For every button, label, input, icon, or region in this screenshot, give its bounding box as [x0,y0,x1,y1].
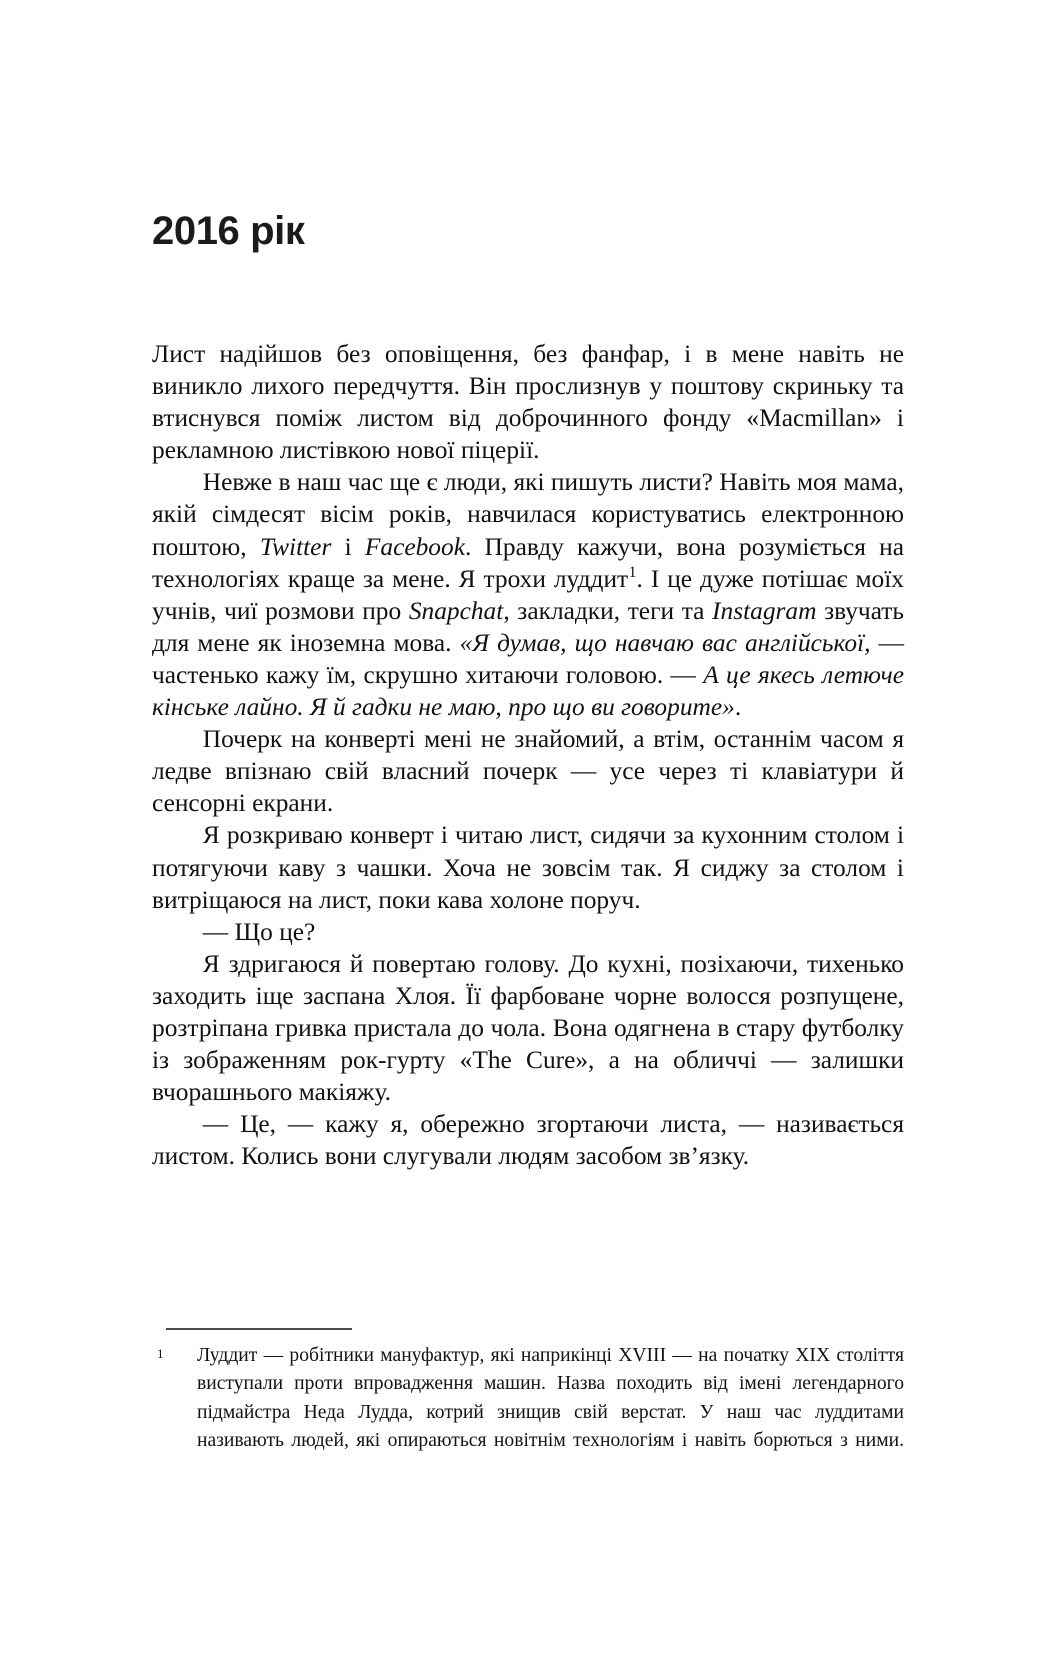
text-run: Я здригаюся й повертаю голову. До кухні, позіхаючи, тихенько заходить іще заспана Хлоя. Її фарбоване чорне волосся розпущене, розтріпана гривка пристала до чола. Вона одягнена в стару футболку із зображенням рок-гурту «The Cure», а на обличчі — залишки вчорашнього макіяжу. [152,949,904,1107]
text-run: — Це, — кажу я, обережно згортаючи листа, — називається листом. Колись вони слугували людям засобом зв’язку. [152,1110,904,1171]
text-run: і [331,532,365,561]
footnote-row [152,1342,904,1484]
footnote-marker: 1 [157,1346,164,1361]
italic-run: Twitter [259,532,332,561]
italic-run: Facebook [364,532,465,561]
text-run: , закладки, теги та [503,596,713,625]
italic-run: Instagram [712,596,817,625]
body-paragraph [152,1108,904,1172]
italic-run: «Я думав, що навчаю вас англійської, [459,628,871,657]
page-title: 2016 рік [152,209,305,253]
italic-run: А це якесь летюче кінське лайно. Я й гадки не маю, про що ви говорите» [152,660,905,722]
text-run: Почерк на конверті мені не знайомий, а втім, останнім часом я ледве впізнаю свій власний почерк — усе через ті клавіатури й сенсорні екрани. [152,725,904,818]
text-run: Я розкриваю конверт і читаю лист, сидячи за кухонним столом і потягуючи каву з чашки. Хоча не зовсім так. Я сиджу за столом і витріщаюся на лист, поки кава холоне поруч. [152,821,904,914]
italic-run: Snapchat [408,596,504,625]
body-paragraph [152,723,904,819]
footnote-reference: 1 [628,564,637,582]
footnote-block [152,1342,904,1484]
body-paragraph [152,916,904,948]
text-run: Лист надійшов без оповіщення, без фанфар, і в мене навіть не виникло лихого передчуття. Він прослизнув у поштову скриньку та втиснувся поміж листом від доброчинного фонду «Macmillan» і рекламною листівкою нової піцерії. [152,340,904,465]
text-run: — Що це? [202,917,316,946]
body-paragraph [152,948,904,1108]
text-run: Невже в наш час ще є люди, які пишуть листи? Навіть моя мама, якій сімдесят вісім років, навчилася користуватись електронною поштою, [152,468,904,561]
text-run: звучать для мене як іноземна мова. [152,596,904,657]
body-paragraph [152,338,904,466]
text-run: . [734,693,742,722]
body-text [152,338,904,1172]
text-run: — частенько кажу їм, скрушно хитаючи головою. — [152,628,904,689]
text-run: . Правду кажучи, вона розуміється на технологіях краще за мене. Я трохи луддит [152,532,905,593]
body-paragraph [152,819,904,915]
footnote-text: Луддит — робітники мануфактур, які наприкінці XVIII — на початку XIX століття виступали проти впровадження машин. Назва походить від імені легендарного підмайстра Неда Лудда, котрий знищив свій верстат. У наш час луддитами називають людей, які опираються новітнім технологіям і навіть борються з ними. [197,1345,904,1452]
body-paragraph [152,466,904,723]
footnote-separator-rule [166,1328,352,1330]
text-run: . І це дуже потішає моїх учнів, чиї розмови про [152,564,904,625]
